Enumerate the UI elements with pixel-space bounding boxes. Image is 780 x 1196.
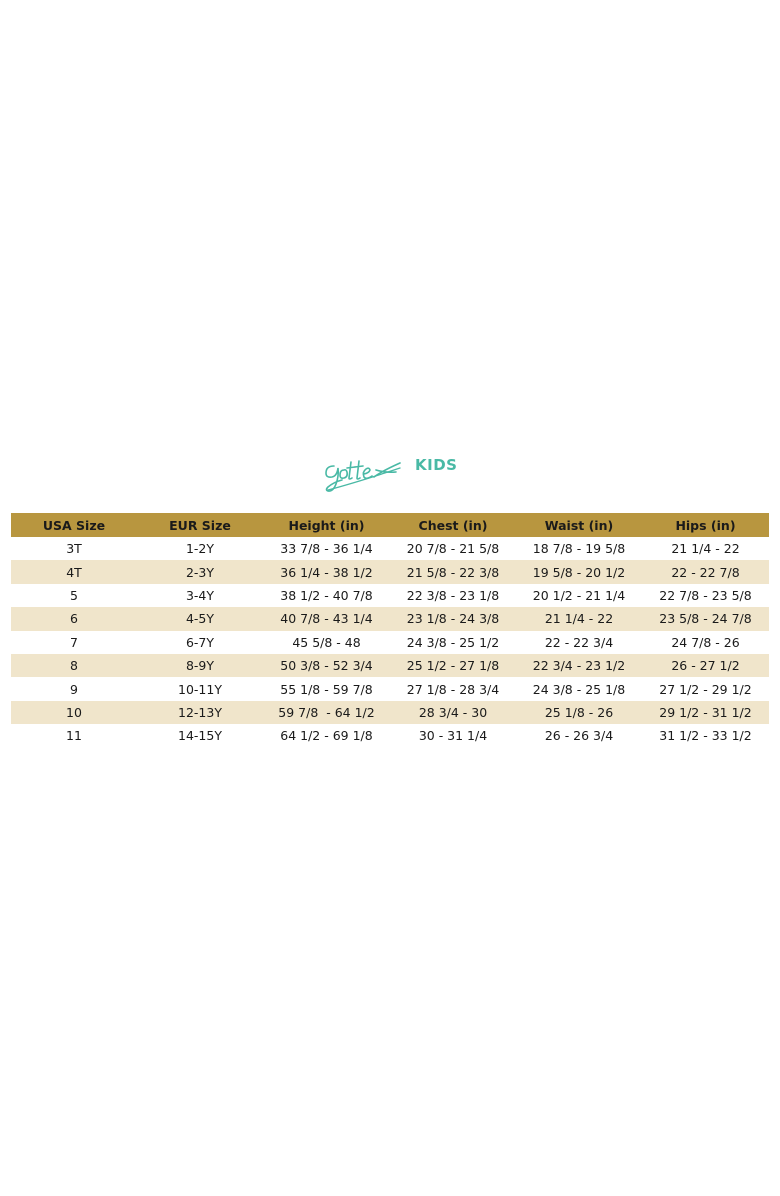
table-cell: 23 5/8 - 24 7/8	[642, 607, 769, 630]
table-row	[11, 584, 769, 607]
size-chart-table	[11, 513, 769, 748]
table-cell: 33 7/8 - 36 1/4	[280, 541, 373, 557]
gottex-script-logo-icon	[320, 450, 420, 496]
table-cell: 28 3/4 - 30	[390, 701, 516, 724]
table-cell: 22 - 22 3/4	[544, 634, 614, 650]
table-cell: 12-13Y	[137, 701, 263, 724]
table-cell: 8	[11, 654, 137, 677]
table-row	[11, 537, 769, 560]
table-cell: 24 3/8 - 25 1/2	[406, 634, 500, 650]
table-cell: 21 5/8 - 22 3/8	[390, 560, 516, 583]
table-cell: 50 3/8 - 52 3/4	[263, 654, 390, 677]
table-cell: 21 1/4 - 22	[671, 541, 740, 557]
table-cell: 27 1/2 - 29 1/2	[659, 681, 752, 697]
table-cell: 8-9Y	[137, 654, 263, 677]
table-body	[11, 537, 769, 748]
table-cell: 20 7/8 - 21 5/8	[406, 541, 500, 557]
column-header-hips: Hips (in)	[642, 513, 769, 537]
table-cell: 3-4Y	[185, 587, 215, 603]
column-header-usa-size: USA Size	[11, 513, 137, 537]
table-cell: 59 7/8 - 64 1/2	[263, 701, 390, 724]
table-cell: 38 1/2 - 40 7/8	[280, 587, 373, 603]
table-row	[11, 654, 769, 677]
table-cell: 24 7/8 - 26	[671, 634, 740, 650]
table-cell: 19 5/8 - 20 1/2	[516, 560, 642, 583]
column-header-height: Height (in)	[263, 513, 390, 537]
table-cell: 30 - 31 1/4	[418, 728, 488, 744]
table-cell: 5	[70, 587, 78, 603]
table-cell: 22 - 22 7/8	[642, 560, 769, 583]
table-cell: 6-7Y	[185, 634, 215, 650]
table-cell: 6	[11, 607, 137, 630]
table-cell: 2-3Y	[137, 560, 263, 583]
table-cell: 26 - 27 1/2	[642, 654, 769, 677]
column-header-waist: Waist (in)	[516, 513, 642, 537]
table-cell: 14-15Y	[178, 728, 222, 744]
table-cell: 9	[70, 681, 78, 697]
column-header-chest: Chest (in)	[390, 513, 516, 537]
table-cell: 64 1/2 - 69 1/8	[280, 728, 373, 744]
table-cell: 36 1/4 - 38 1/2	[263, 560, 390, 583]
column-header-eur-size: EUR Size	[137, 513, 263, 537]
table-cell: 27 1/8 - 28 3/4	[406, 681, 500, 697]
table-cell: 22 3/4 - 23 1/2	[516, 654, 642, 677]
table-cell: 40 7/8 - 43 1/4	[263, 607, 390, 630]
table-cell: 55 1/8 - 59 7/8	[280, 681, 373, 697]
table-cell: 31 1/2 - 33 1/2	[659, 728, 752, 744]
table-cell: 23 1/8 - 24 3/8	[390, 607, 516, 630]
table-cell: 25 1/2 - 27 1/8	[390, 654, 516, 677]
table-cell: 22 3/8 - 23 1/8	[406, 587, 500, 603]
table-cell: 18 7/8 - 19 5/8	[532, 541, 626, 557]
table-cell: 7	[70, 634, 78, 650]
table-cell: 10	[11, 701, 137, 724]
table-row	[11, 607, 769, 630]
table-cell: 21 1/4 - 22	[516, 607, 642, 630]
table-cell: 4-5Y	[137, 607, 263, 630]
table-row	[11, 724, 769, 747]
table-header-row	[11, 513, 769, 537]
table-cell: 20 1/2 - 21 1/4	[532, 587, 626, 603]
table-cell: 10-11Y	[178, 681, 222, 697]
table-cell: 26 - 26 3/4	[544, 728, 614, 744]
table-cell: 3T	[66, 541, 82, 557]
table-cell: 1-2Y	[185, 541, 215, 557]
table-cell: 4T	[11, 560, 137, 583]
table-cell: 11	[66, 728, 82, 744]
table-cell: 25 1/8 - 26	[516, 701, 642, 724]
logo-kids-text: KIDS	[415, 456, 458, 474]
table-row	[11, 701, 769, 724]
table-cell: 45 5/8 - 48	[292, 634, 361, 650]
table-cell: 24 3/8 - 25 1/8	[532, 681, 626, 697]
table-cell: 22 7/8 - 23 5/8	[659, 587, 752, 603]
table-row	[11, 560, 769, 583]
table-row	[11, 631, 769, 654]
gottex-kids-logo	[320, 450, 460, 496]
table-row	[11, 677, 769, 700]
table-cell: 29 1/2 - 31 1/2	[642, 701, 769, 724]
